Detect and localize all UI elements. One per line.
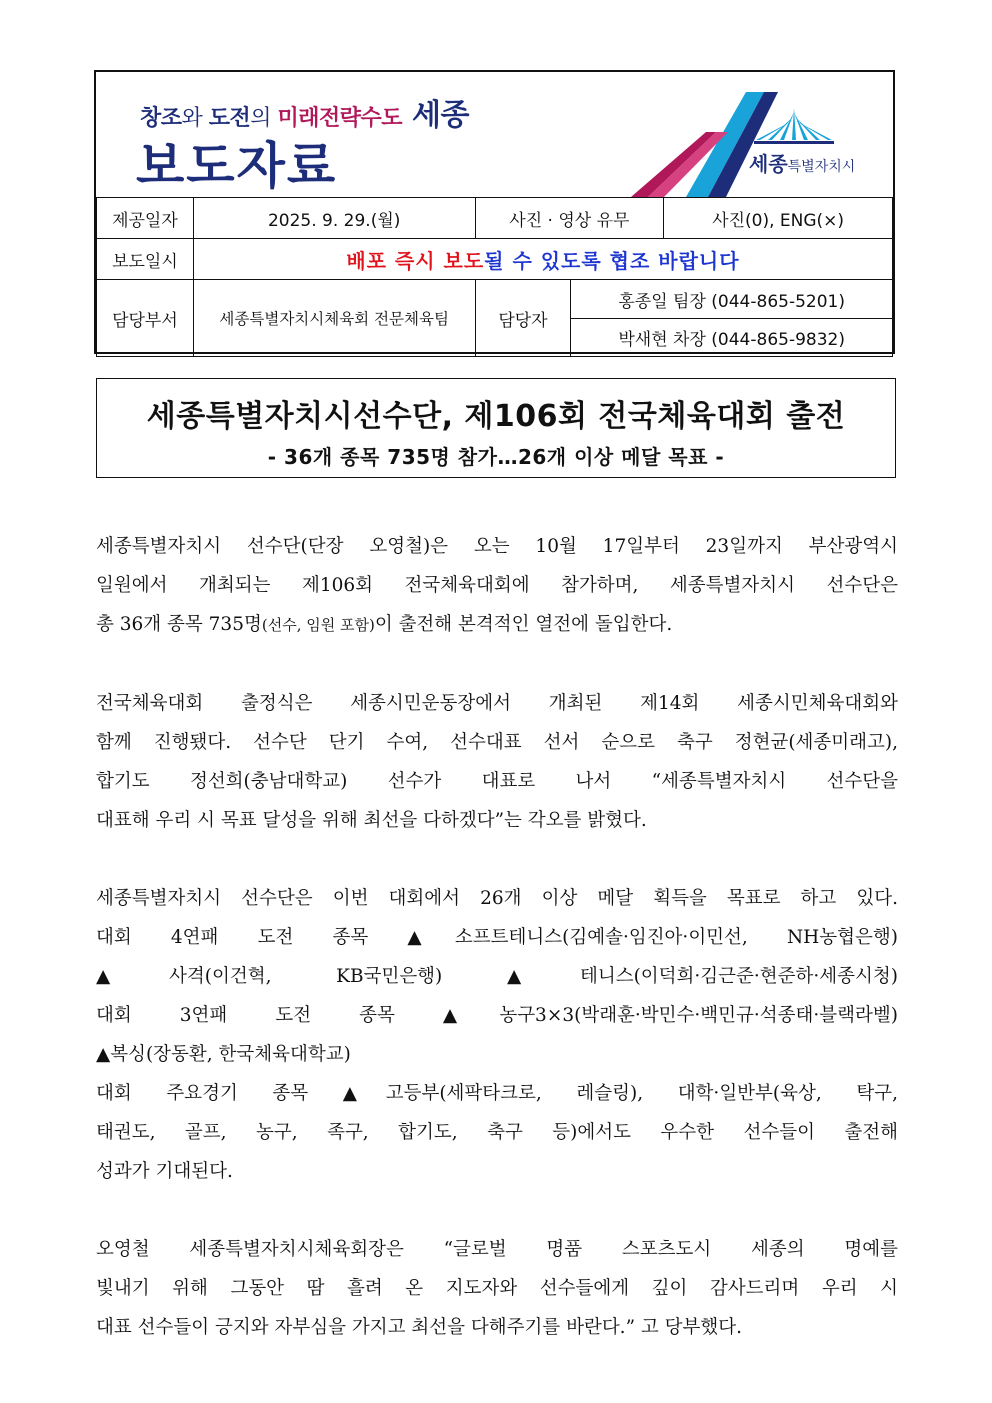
text-line: 합기도 정선희(충남대학교) 선수가 대표로 나서 “세종특별자치시 선수단을 — [96, 771, 898, 792]
headline: 세종특별자치시선수단, 제106회 전국체육대회 출전 — [146, 399, 846, 434]
paragraph-3 — [96, 879, 898, 1191]
text-line: 대회 3연패 도전 종목 ▲농구3×3(박래훈·박민수·백민규·석종태·블랙라벨) — [96, 1005, 898, 1026]
text-line: 전국체육대회 출정식은 세종시민운동장에서 개최된 제14회 세종시민체육대회와 — [96, 693, 898, 714]
contact-1: 홍종일 팀장 (044-865-5201) — [571, 280, 893, 319]
text-line: 성과가 기대된다. — [96, 1161, 233, 1182]
text-line: 세종특별자치시 선수단은 이번 대회에서 26개 이상 메달 획득을 목표로 하고 있다. — [96, 888, 898, 909]
text-line: ▲사격(이건혁, KB국민은행) ▲테니스(이덕희·김근준·현준하·세종시청) — [96, 966, 898, 987]
text-line: 총 36개 종목 735명(선수, 임원 포함)이 출전해 본격적인 열전에 돌입한다. — [96, 614, 673, 635]
text-line: 태권도, 골프, 농구, 족구, 합기도, 축구 등)에서도 우수한 선수들이 출전해 — [96, 1122, 898, 1143]
media-label: 사진 · 영상 유무 — [475, 198, 664, 239]
press-header — [94, 70, 895, 354]
text-line: ▲복싱(장동환, 한국체육대학교) — [96, 1044, 351, 1065]
release-notice: 배포 즉시 보도될 수 있도록 협조 바랍니다 — [193, 239, 892, 280]
media-value: 사진(0), ENG(×) — [664, 198, 893, 239]
text-line: 대표해 우리 시 목표 달성을 위해 최선을 다하겠다”는 각오를 밝혔다. — [96, 810, 647, 831]
release-info-table — [96, 197, 893, 357]
slogan: 창조와 도전의 미래전략수도 세종 — [140, 98, 469, 133]
dept-value: 세종특별자치시체육회 전문체육팀 — [193, 280, 475, 357]
release-label: 보도일시 — [97, 239, 194, 280]
article-body — [96, 527, 898, 1386]
contact-2: 박새현 차장 (044-865-9832) — [571, 319, 893, 357]
sejong-logo-icon — [746, 106, 842, 146]
text-line: 함께 진행됐다. 선수단 단기 수여, 선수대표 선서 순으로 축구 정현균(세종미래고), — [96, 732, 898, 753]
text-line: 대회 주요경기 종목 ▲고등부(세팍타크로, 레슬링), 대학·일반부(육상, 탁구, — [96, 1083, 898, 1104]
date-value: 2025. 9. 29.(월) — [193, 198, 475, 239]
paragraph-4 — [96, 1230, 898, 1347]
sejong-logo-text: 세종특별자치시 — [749, 152, 856, 176]
date-label: 제공일자 — [97, 198, 194, 239]
contact-label: 담당자 — [475, 280, 571, 357]
contact-row-1 — [97, 280, 893, 319]
date-row — [97, 198, 893, 239]
press-release-title: 보도자료 — [136, 137, 338, 195]
headline-box — [96, 378, 896, 478]
text-line: 일원에서 개최되는 제106회 전국체육대회에 참가하며, 세종특별자치시 선수단은 — [96, 575, 898, 596]
text-line: 빛내기 위해 그동안 땀 흘려 온 지도자와 선수들에게 깊이 감사드리며 우리 시 — [96, 1278, 898, 1299]
header-banner — [96, 72, 893, 197]
text-line: 대표 선수들이 긍지와 자부심을 가지고 최선을 다해주기를 바란다.” 고 당부했다. — [96, 1317, 743, 1338]
subheadline: - 36개 종목 735명 참가…26개 이상 메달 목표 - — [267, 445, 725, 469]
text-line: 세종특별자치시 선수단(단장 오영철)은 오는 10월 17일부터 23일까지 부산광역시 — [96, 536, 898, 557]
dept-label: 담당부서 — [97, 280, 194, 357]
paragraph-1 — [96, 527, 898, 645]
text-line: 대회 4연패 도전 종목 ▲소프트테니스(김예솔·임진아·이민선, NH농협은행) — [96, 927, 898, 948]
paragraph-2 — [96, 684, 898, 840]
text-line: 오영철 세종특별자치시체육회장은 “글로벌 명품 스포츠도시 세종의 명예를 — [96, 1239, 898, 1260]
release-row — [97, 239, 893, 280]
